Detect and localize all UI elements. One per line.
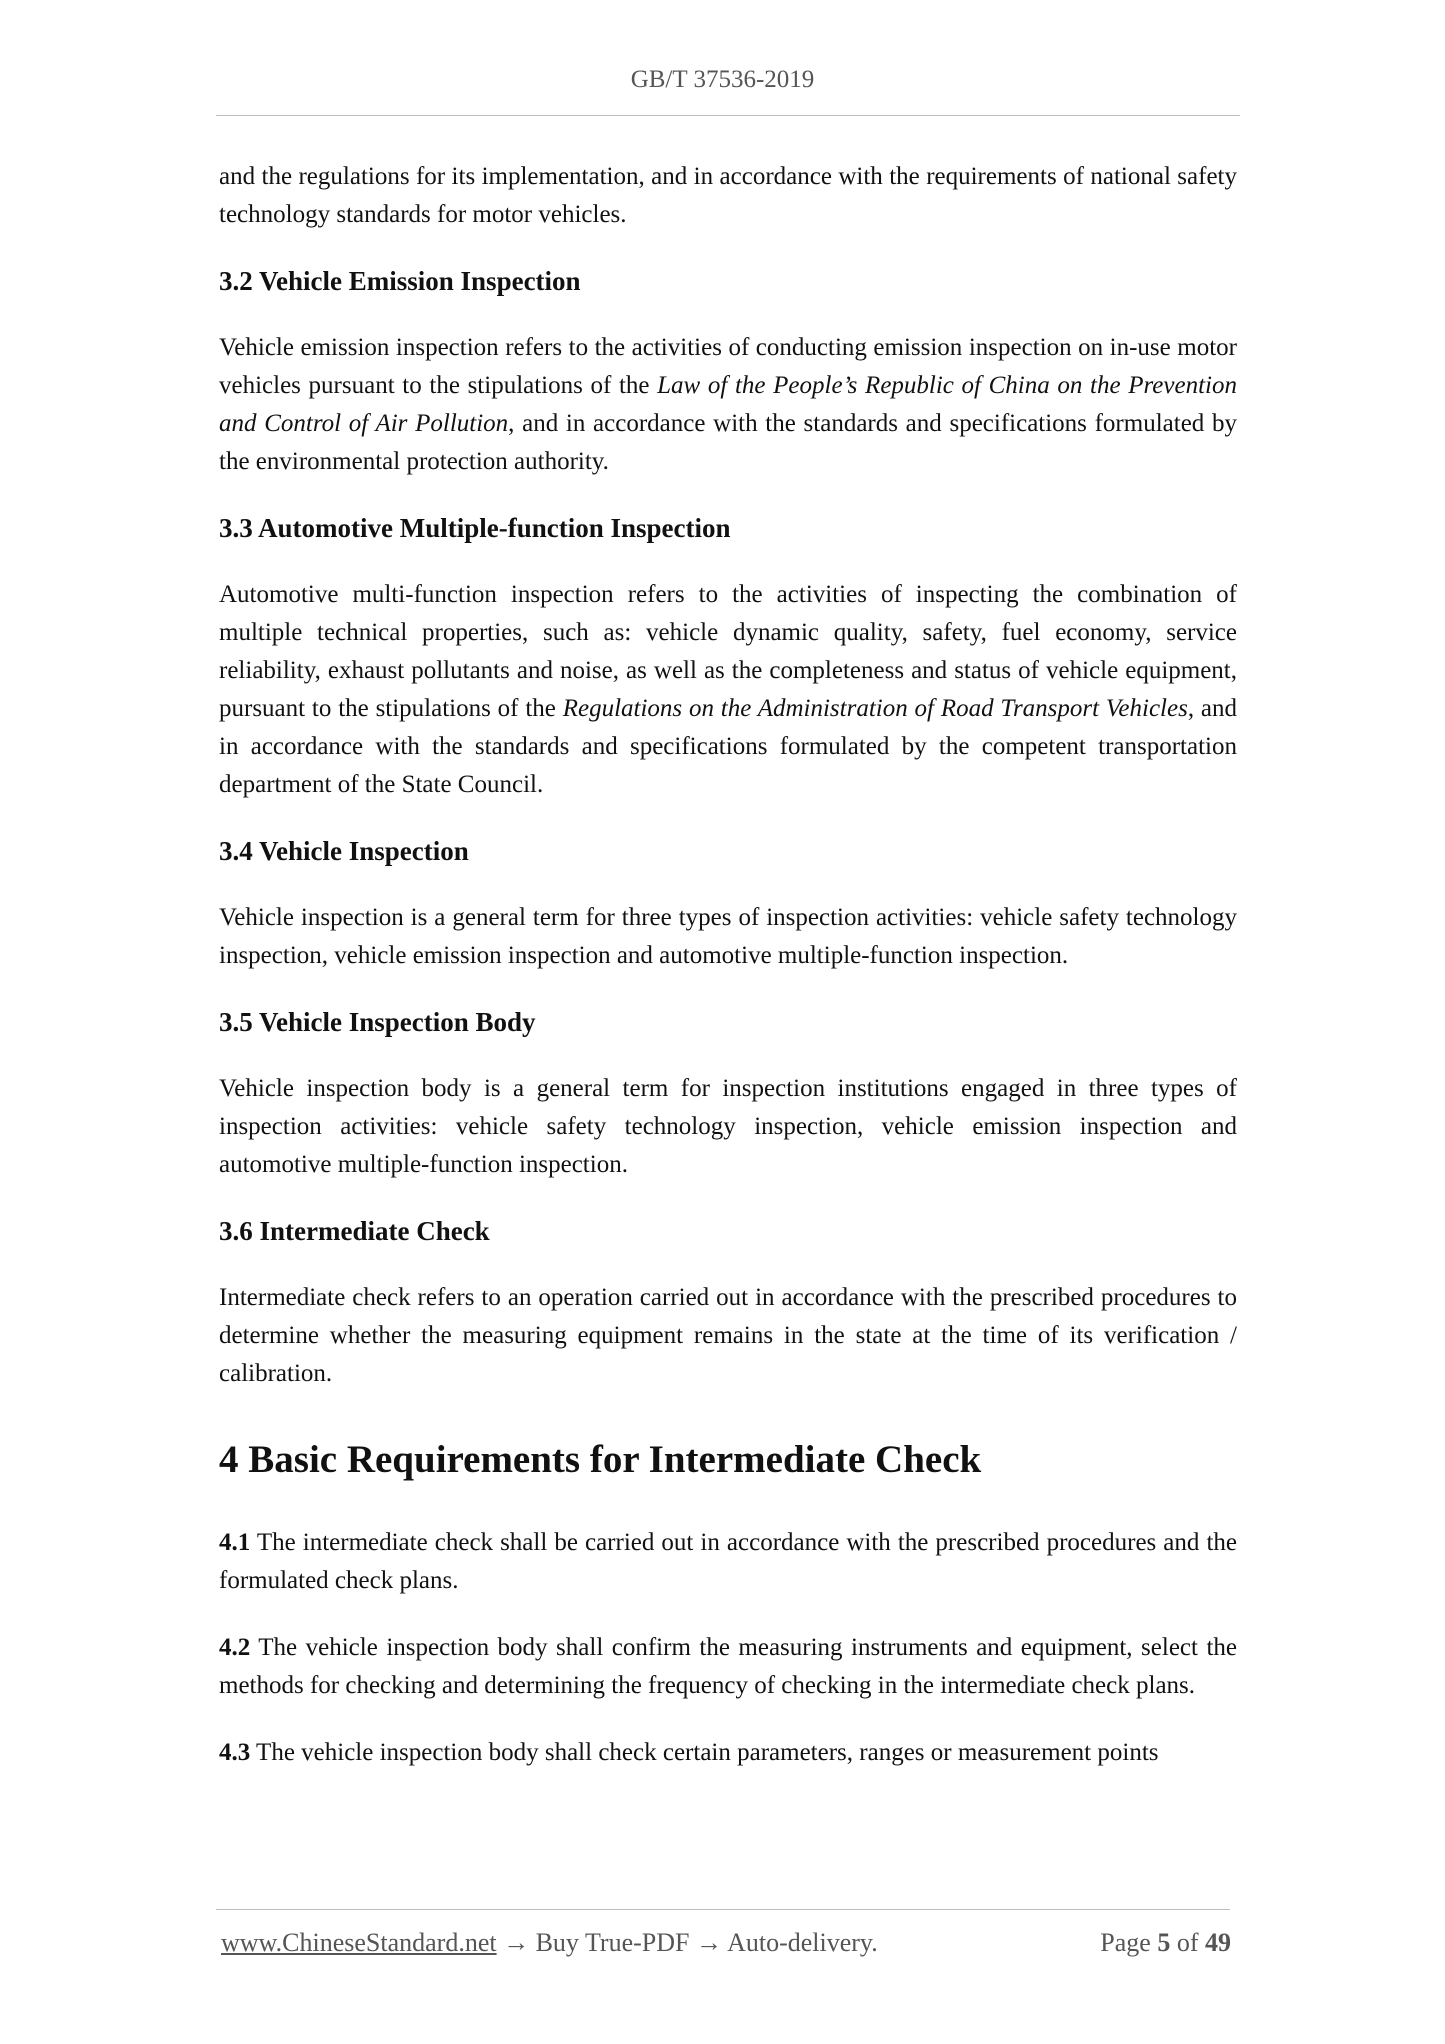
section-3-5-heading: 3.5 Vehicle Inspection Body xyxy=(219,1007,536,1037)
buy-pdf-text: Buy True-PDF xyxy=(535,1928,690,1957)
section-3-2-heading: 3.2 Vehicle Emission Inspection xyxy=(219,266,581,296)
clause-number: 4.1 xyxy=(219,1529,251,1556)
page-content xyxy=(219,158,1237,1772)
chinesestandard-link[interactable]: www.ChineseStandard.net xyxy=(221,1928,497,1957)
clause-number: 4.3 xyxy=(219,1739,251,1766)
footer-promo xyxy=(221,1928,878,1958)
clause-4-1: 4.1 The intermediate check shall be carried out in accordance with the prescribed procedures and the formulated check plans. xyxy=(219,1529,1237,1594)
section-3-4-paragraph: Vehicle inspection is a general term for three types of inspection activities: vehicle safety technology inspection, vehicle emission inspection and automotive multiple-function inspection. xyxy=(219,904,1237,969)
section-3-3-paragraph: Automotive multi-function inspection refers to the activities of inspecting the combination of multiple technical properties, such as: vehicle dynamic quality, safety, fuel economy, service reliability, exhaust pollutants and noise, as well as the completeness and status of vehicle equipment, pursuant to the stipulations of the Regulations on the Administration of Road Transport Vehicles, and in accordance with the standards and specifications formulated by the competent transportation department of the State Council. xyxy=(219,581,1237,798)
document-code-header: GB/T 37536-2019 xyxy=(630,66,815,93)
clause-4-2: 4.2 The vehicle inspection body shall confirm the measuring instruments and equipment, select the methods for checking and determining the frequency of checking in the intermediate check plans. xyxy=(219,1634,1237,1699)
arrow-right-icon: → xyxy=(503,1928,530,1957)
section-3-6-paragraph: Intermediate check refers to an operation carried out in accordance with the prescribed procedures to determine whether the measuring equipment remains in the state at the time of its verification / calibration. xyxy=(219,1284,1237,1387)
page-footer xyxy=(221,1928,1231,1958)
law-title-italic: Law of the People’s Republic of China on the Prevention and Control of Air Pollution xyxy=(219,372,1237,437)
header-divider xyxy=(216,115,1240,116)
chapter-4-heading: 4 Basic Requirements for Intermediate Check xyxy=(219,1438,982,1481)
intro-continuation-paragraph: and the regulations for its implementation, and in accordance with the requirements of national safety technology standards for motor vehicles. xyxy=(219,163,1237,228)
current-page: 5 xyxy=(1157,1928,1171,1957)
total-pages: 49 xyxy=(1205,1928,1231,1957)
page-number: Page 5 of 49 xyxy=(1100,1928,1231,1957)
footer-divider xyxy=(216,1909,1230,1910)
auto-delivery-text: Auto-delivery. xyxy=(727,1928,878,1957)
section-3-5-paragraph: Vehicle inspection body is a general term for inspection institutions engaged in three types of inspection activities: vehicle safety technology inspection, vehicle emission inspection and automotive multiple-function inspection. xyxy=(219,1075,1237,1178)
section-3-2-paragraph: Vehicle emission inspection refers to the activities of conducting emission inspection on in-use motor vehicles pursuant to the stipulations of the Law of the People’s Republic of China on the Prevention and Control of Air Pollution, and in accordance with the standards and specifications formulated by the environmental protection authority. xyxy=(219,334,1237,475)
clause-4-3: 4.3 The vehicle inspection body shall check certain parameters, ranges or measurement points xyxy=(219,1739,1159,1766)
section-3-4-heading: 3.4 Vehicle Inspection xyxy=(219,836,469,866)
section-3-6-heading: 3.6 Intermediate Check xyxy=(219,1216,490,1246)
section-3-3-heading: 3.3 Automotive Multiple-function Inspection xyxy=(219,513,731,543)
clause-number: 4.2 xyxy=(219,1634,251,1661)
regulation-title-italic: Regulations on the Administration of Road Transport Vehicles xyxy=(562,695,1188,722)
arrow-right-icon: → xyxy=(696,1928,722,1957)
